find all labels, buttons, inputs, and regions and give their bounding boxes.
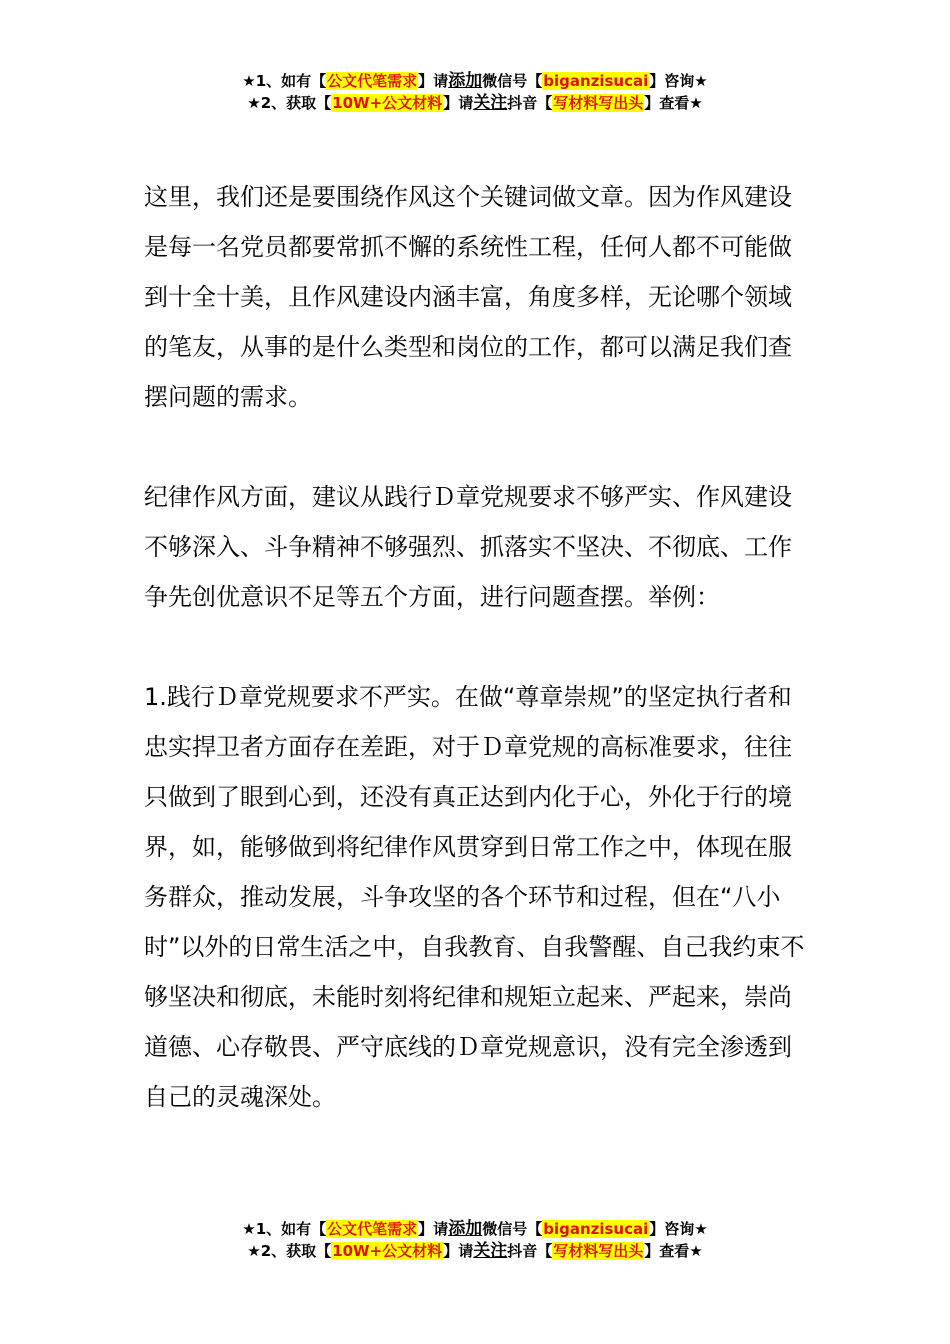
highlight-douyin: 写材料写出头 [553,94,644,112]
paragraph-gap [144,622,814,672]
paragraph-discipline: 纪律作风方面，建议从践行Ｄ章党规要求不够严实、作风建设不够深入、斗争精神不够强烈、抓落实不坚决、不彻底、工作争先创优意识不足等五个方面，进行问题查摆。举例： [144,483,792,611]
highlight-service: 公文代笔需求 [327,72,418,90]
banner-line-1: ★1、如有【公文代笔需求】请添加微信号【biganzisucai】咨询★ [242,1219,708,1239]
banner-line-1: ★1、如有【公文代笔需求】请添加微信号【biganzisucai】咨询★ [242,71,708,91]
paragraph-gap [144,422,814,472]
highlight-materials: 10W+公文材料 [332,1242,443,1260]
paragraph-intro: 这里，我们还是要围绕作风这个关键词做文章。因为作风建设是每一名党员都要常抓不懈的系统性工程，任何人都不可能做到十全十美，且作风建设内涵丰富，角度多样，无论哪个领域的笔友，从事的是什么类型和岗位的工作，都可以满足我们查摆问题的需求。 [144,183,792,411]
footer-banner [0,1218,950,1262]
highlight-materials: 10W+公文材料 [332,94,443,112]
banner-line-2: ★2、获取【10W+公文材料】请关注抖音【写材料写出头】查看★ [247,1241,703,1261]
highlight-service: 公文代笔需求 [327,1220,418,1238]
document-body [144,172,814,1122]
highlight-wechat-id: biganzisucai [543,72,649,90]
header-banner [0,70,950,114]
paragraph-example-1: 1.践行Ｄ章党规要求不严实。在做“尊章崇规”的坚定执行者和忠实捍卫者方面存在差距，对于Ｄ章党规的高标准要求，往往只做到了眼到心到，还没有真正达到内化于心，外化于行的境界，如，能够做到将纪律作风贯穿到日常工作之中，体现在服务群众，推动发展，斗争攻坚的各个环节和过程，但在“八小时”以外的日常生活之中，自我教育、自我警醒、自己我约束不够坚决和彻底，未能时刻将纪律和规矩立起来、严起来，崇尚道德、心存敬畏、严守底线的Ｄ章党规意识，没有完全渗透到自己的灵魂深处。 [144,683,805,1111]
highlight-wechat-id: biganzisucai [543,1220,649,1238]
banner-line-2: ★2、获取【10W+公文材料】请关注抖音【写材料写出头】查看★ [247,93,703,113]
highlight-douyin: 写材料写出头 [553,1242,644,1260]
